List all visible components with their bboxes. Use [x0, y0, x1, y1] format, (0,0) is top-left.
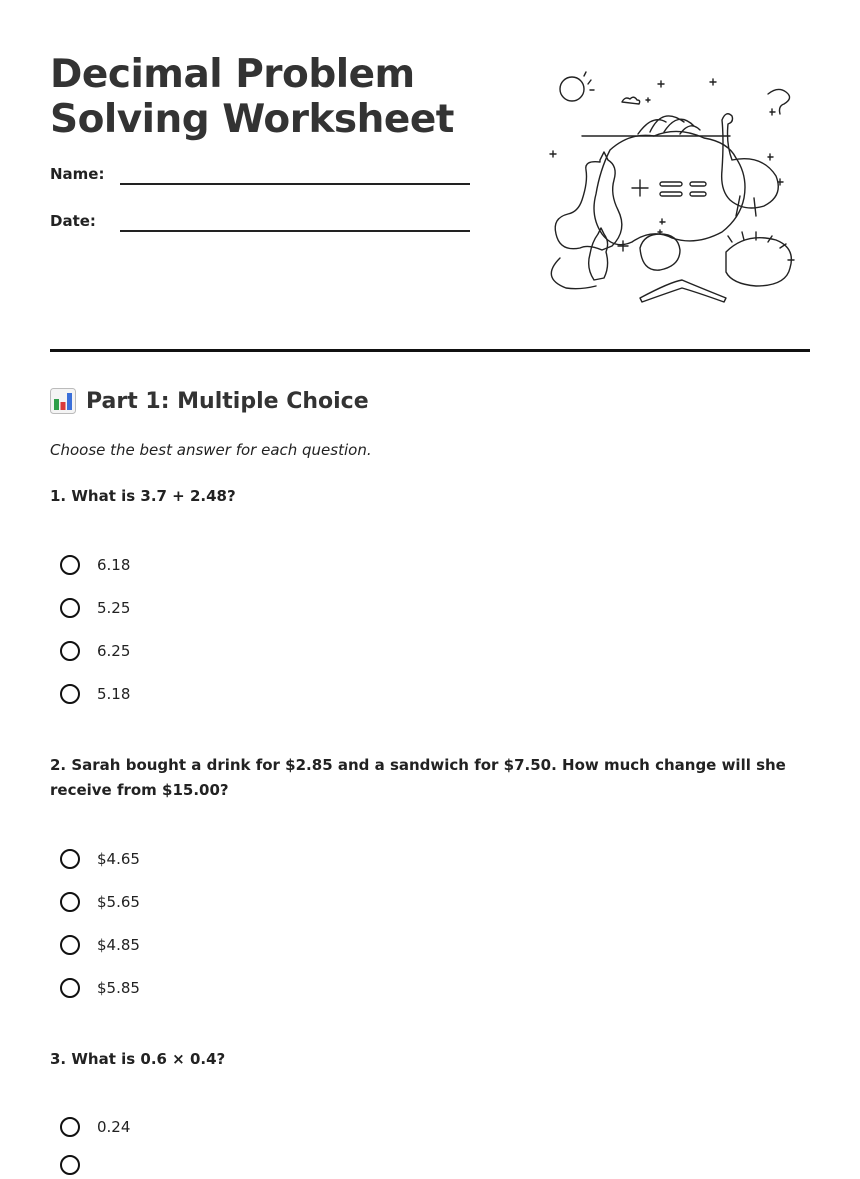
question-3-option-a[interactable]	[60, 1113, 130, 1141]
question-1-option-b[interactable]	[60, 594, 130, 622]
question-1-option-c[interactable]	[60, 637, 130, 665]
option-label: 5.25	[97, 599, 131, 617]
radio-button[interactable]	[60, 935, 80, 955]
radio-button[interactable]	[60, 892, 80, 912]
option-label: $5.65	[97, 893, 140, 911]
radio-button[interactable]	[60, 555, 80, 575]
radio-button[interactable]	[60, 978, 80, 998]
option-label: $4.65	[97, 850, 140, 868]
question-2-option-c[interactable]	[60, 931, 140, 959]
option-label: 6.25	[97, 642, 131, 660]
radio-button[interactable]	[60, 849, 80, 869]
question-1-option-d[interactable]	[60, 680, 130, 708]
title-line-1: Decimal Problem	[50, 52, 415, 97]
question-3: 3. What is 0.6 × 0.4?	[50, 1050, 226, 1068]
radio-button[interactable]	[60, 1117, 80, 1137]
question-3-option-b[interactable]	[60, 1151, 97, 1179]
question-2-option-b[interactable]	[60, 888, 140, 916]
option-label: 6.18	[97, 556, 131, 574]
part1-instructions: Choose the best answer for each question.	[50, 441, 372, 459]
option-label: $5.85	[97, 979, 140, 997]
option-label: 0.24	[97, 1118, 131, 1136]
part1-heading	[50, 388, 369, 414]
question-1: 1. What is 3.7 + 2.48?	[50, 487, 236, 505]
question-2-option-d[interactable]	[60, 974, 140, 1002]
worksheet-title	[50, 52, 470, 142]
part1-title: Part 1: Multiple Choice	[86, 388, 369, 414]
radio-button[interactable]	[60, 641, 80, 661]
name-line[interactable]	[120, 183, 470, 185]
name-label: Name:	[50, 165, 105, 183]
date-field[interactable]	[50, 212, 470, 242]
radio-button[interactable]	[60, 684, 80, 704]
title-line-2: Solving Worksheet	[50, 97, 454, 142]
radio-button[interactable]	[60, 598, 80, 618]
date-label: Date:	[50, 212, 96, 230]
bar-chart-icon	[50, 388, 76, 414]
question-2-option-a[interactable]	[60, 845, 140, 873]
option-label: $4.85	[97, 936, 140, 954]
header-divider	[50, 349, 810, 352]
radio-button[interactable]	[60, 1155, 80, 1175]
question-1-option-a[interactable]	[60, 551, 130, 579]
name-field[interactable]	[50, 165, 470, 195]
question-2: 2. Sarah bought a drink for $2.85 and a sandwich for $7.50. How much change will she receive from $15.00?	[50, 756, 786, 799]
worksheet-page	[50, 0, 810, 1161]
australian-animals-illustration	[540, 62, 800, 312]
option-label: 5.18	[97, 685, 131, 703]
date-line[interactable]	[120, 230, 470, 232]
